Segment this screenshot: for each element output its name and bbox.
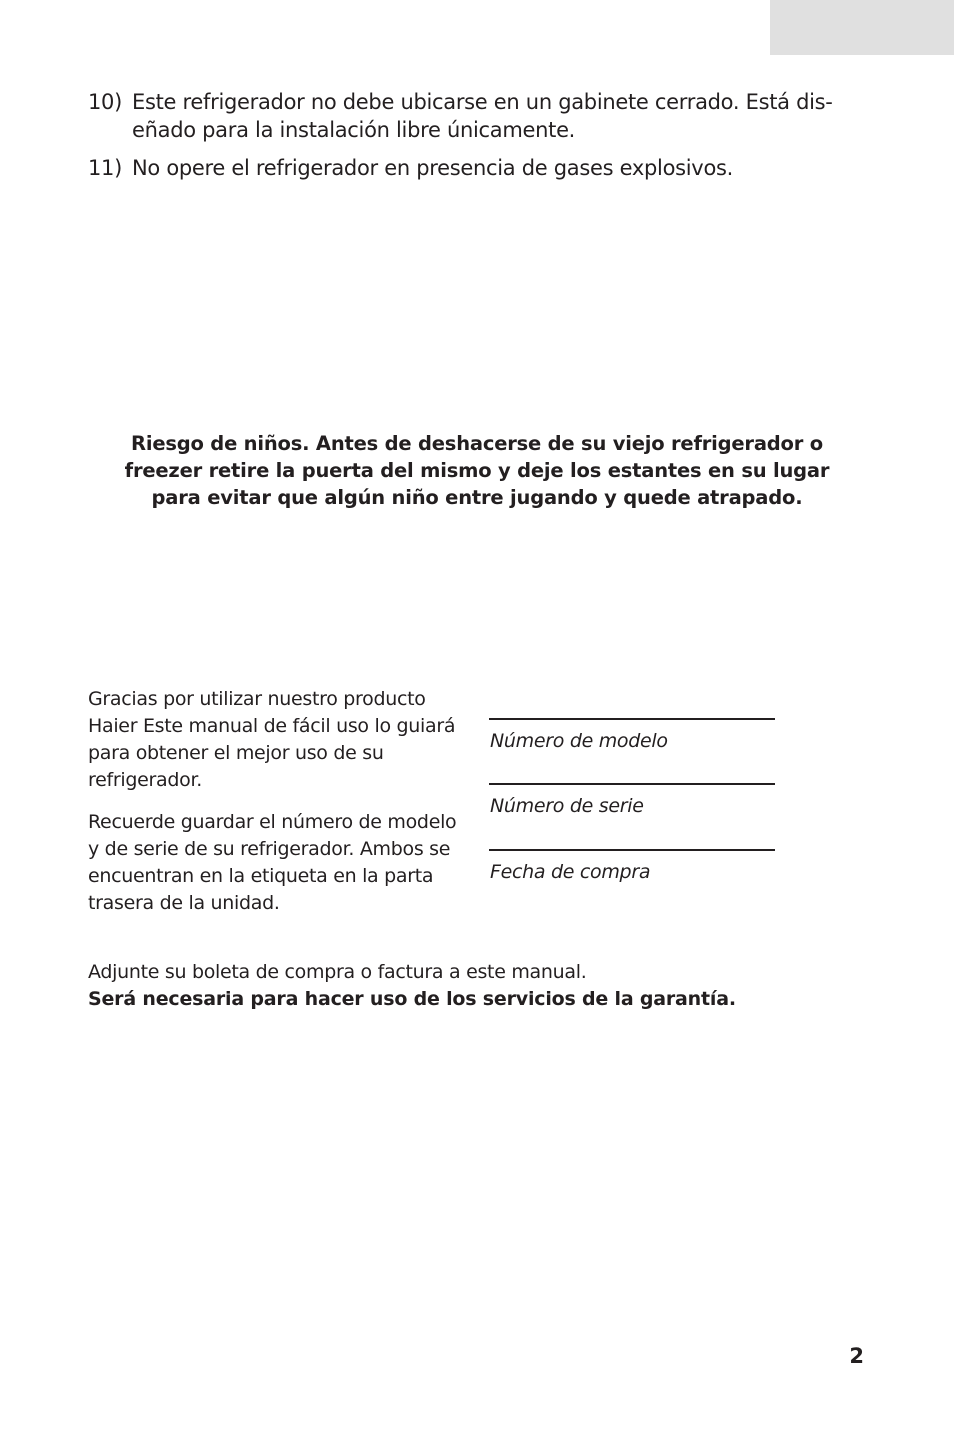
receipt-note <box>88 959 888 1013</box>
page-number: 2 <box>849 1344 864 1368</box>
warning-line: Riesgo de niños. Antes de deshacerse de su viejo refrigerador o <box>131 432 823 455</box>
child-risk-warning <box>80 430 874 511</box>
model-number-line <box>489 718 775 720</box>
intro-record-paragraph: Recuerde guardar el número de modelo y de serie de su refrigerador. Ambos se encuentran en la etiqueta en la parta trasera de la unidad. <box>88 811 457 914</box>
purchase-date-line <box>489 849 775 851</box>
list-item-11 <box>88 154 838 182</box>
purchase-date-label: Fecha de compra <box>490 861 651 883</box>
corner-tab-marker <box>770 0 954 55</box>
warranty-note: Será necesaria para hacer uso de los servicios de la garantía. <box>88 988 736 1010</box>
serial-number-label: Número de serie <box>490 795 644 817</box>
warning-line: freezer retire la puerta del mismo y deje los estantes en su lugar <box>124 459 830 482</box>
list-item-text: Este refrigerador no debe ubicarse en un gabinete cerrado. Está dis-eñado para la instalación libre únicamente. <box>132 90 833 142</box>
list-item-number: 11) <box>88 156 123 180</box>
list-item-number: 10) <box>88 90 123 114</box>
serial-number-line <box>489 783 775 785</box>
intro-thanks-paragraph: Gracias por utilizar nuestro producto Haier Este manual de fácil uso lo guiará para obtener el mejor uso de su refrigerador. <box>88 688 456 791</box>
receipt-note-text: Adjunte su boleta de compra o factura a este manual. <box>88 961 587 983</box>
list-item-10 <box>88 88 838 144</box>
warning-line: para evitar que algún niño entre jugando y quede atrapado. <box>151 486 803 509</box>
model-number-label: Número de modelo <box>490 730 668 752</box>
list-item-text: No opere el refrigerador en presencia de gases explosivos. <box>132 156 734 180</box>
